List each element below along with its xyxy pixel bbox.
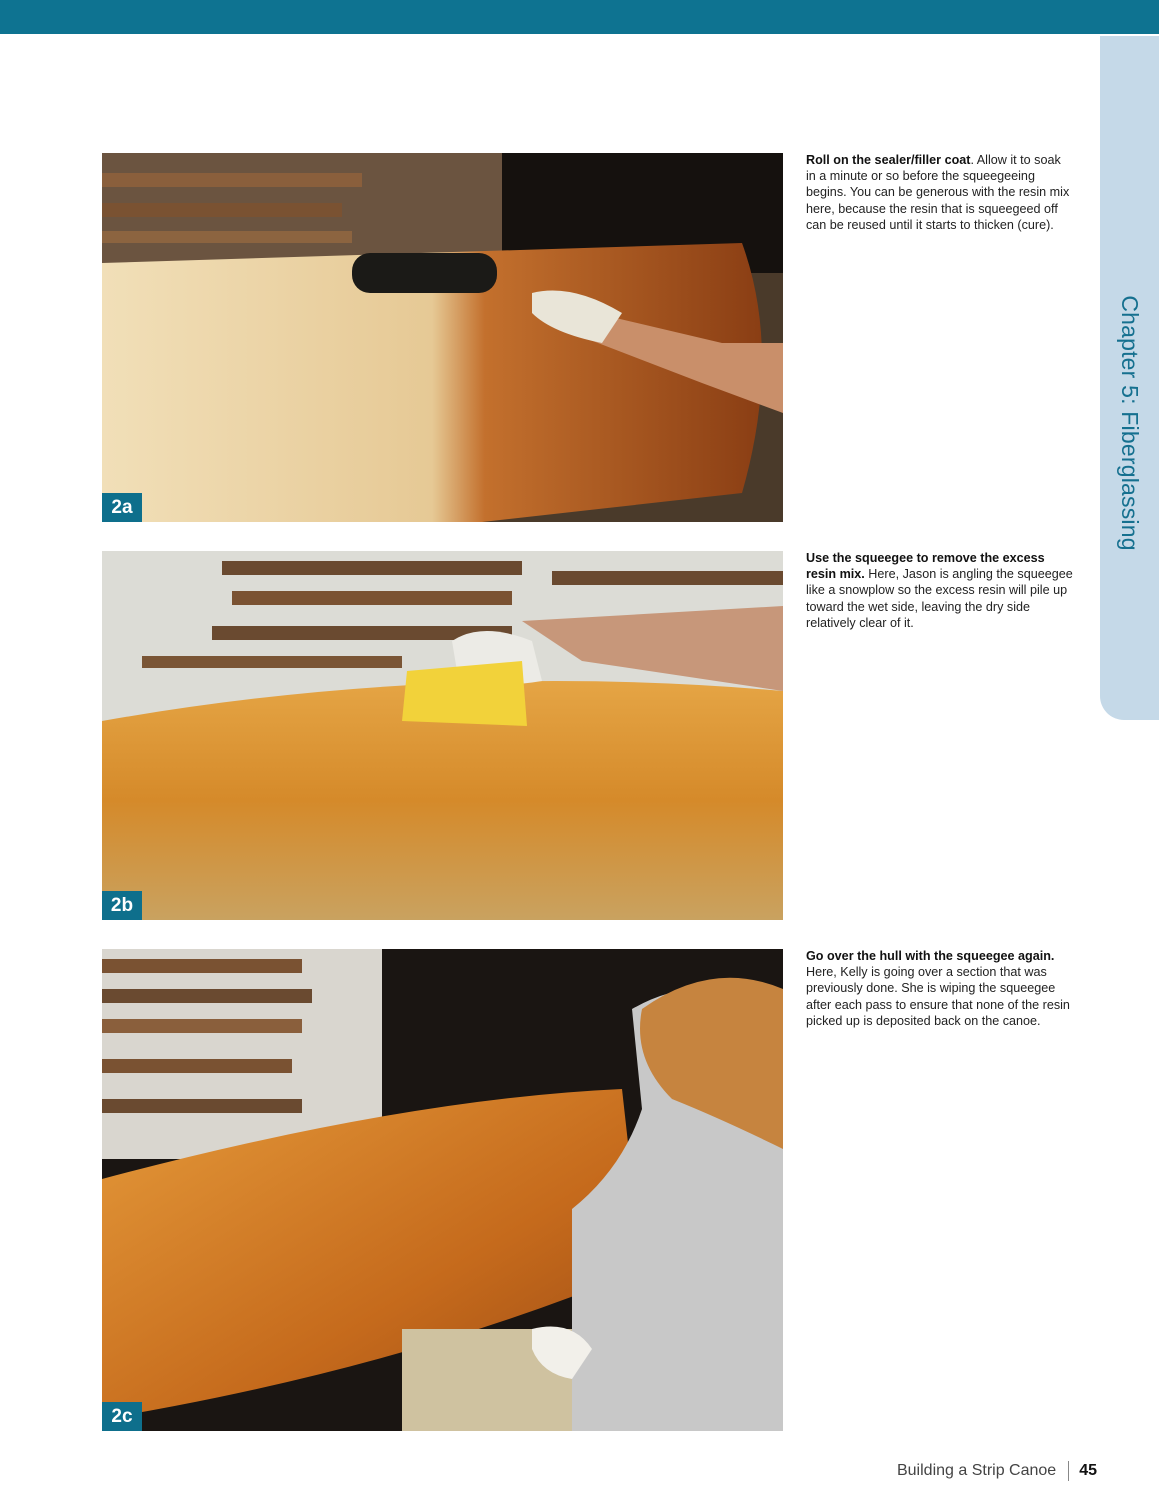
caption-2a — [806, 152, 1074, 233]
photo-2c — [102, 949, 783, 1431]
caption-heading: Roll on the sealer/filler coat — [806, 153, 971, 167]
caption-body: . Allow it to soak in a minute or so before the squeegeeing begins. You can be generous with the resin mix here, because the resin that is squeegeed off can be reused until it starts to thicken (cure). — [806, 153, 1070, 232]
photo-2a-illustration — [102, 153, 783, 522]
caption-body: Here, Jason is angling the squeegee like a snowplow so the excess resin will pile up toward the wet side, leaving the dry side relatively clear of it. — [806, 567, 1073, 630]
caption-heading: Go over the hull with the squeegee again. — [806, 949, 1055, 963]
caption-body: Here, Kelly is going over a section that was previously done. She is wiping the squeegee after each pass to ensure that none of the resin picked up is deposited back on the canoe. — [806, 965, 1070, 1028]
photo-2b-illustration — [102, 551, 783, 920]
photo-2a — [102, 153, 783, 522]
chapter-tab-label: Chapter 5: Fiberglassing — [1117, 295, 1143, 551]
book-title: Building a Strip Canoe — [896, 1462, 1057, 1479]
top-color-bar — [0, 0, 1159, 34]
figure-label: 2a — [102, 493, 142, 522]
photo-2c-illustration — [102, 949, 783, 1431]
page-number: 45 — [1079, 1462, 1097, 1479]
figure-label: 2b — [102, 891, 142, 920]
caption-2c — [806, 948, 1074, 1029]
footer-divider — [1068, 1461, 1069, 1481]
page-footer — [897, 1460, 1097, 1482]
caption-2b — [806, 550, 1074, 631]
photo-2b — [102, 551, 783, 920]
chapter-tab — [1100, 36, 1159, 720]
figure-label: 2c — [102, 1402, 142, 1431]
caption-heading: Use the squeegee to remove the excess resin mix. — [806, 551, 1045, 582]
